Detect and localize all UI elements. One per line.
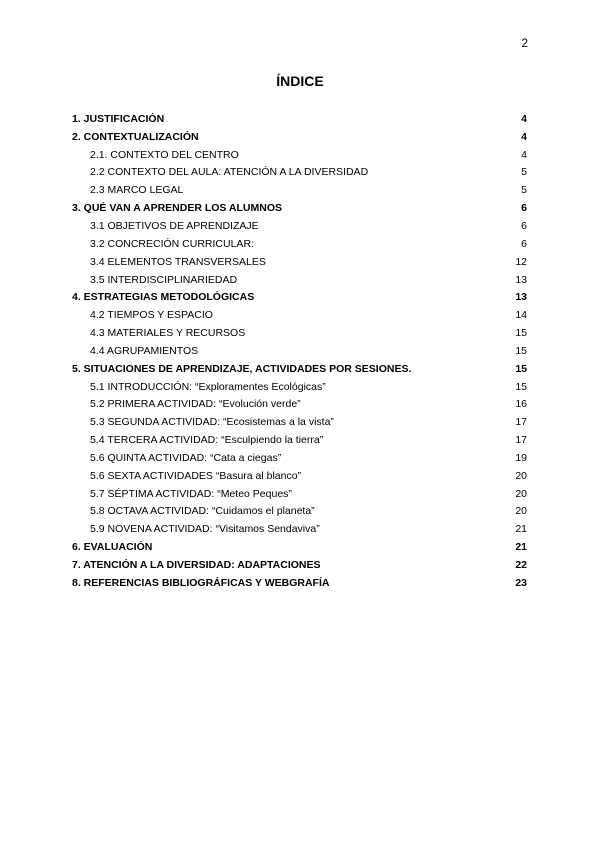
toc-entry-label: 5.2 PRIMERA ACTIVIDAD: “Evolución verde” bbox=[90, 398, 301, 411]
toc-entry-label: 5.4 TERCERA ACTIVIDAD: “Esculpiendo la tierra” bbox=[90, 434, 324, 447]
toc-entry-page-number: 17 bbox=[515, 416, 527, 429]
toc-entry-page-number: 21 bbox=[515, 541, 527, 554]
toc-entry-label: 5. SITUACIONES DE APRENDIZAJE, ACTIVIDADES POR SESIONES. bbox=[72, 362, 412, 375]
toc-entry-page-number: 4 bbox=[521, 130, 527, 143]
toc-entry-page-number: 16 bbox=[515, 398, 527, 411]
toc-entry[interactable] bbox=[72, 467, 527, 485]
toc-entry-page-number: 19 bbox=[515, 451, 527, 464]
toc-entry-page-number: 15 bbox=[515, 344, 527, 357]
toc-entry[interactable] bbox=[72, 288, 527, 306]
toc-entry-label: 2.1. CONTEXTO DEL CENTRO bbox=[90, 148, 239, 161]
toc-entry-label: 4.3 MATERIALES Y RECURSOS bbox=[90, 327, 246, 340]
toc-entry[interactable] bbox=[72, 271, 527, 289]
toc-entry-label: 8. REFERENCIAS BIBLIOGRÁFICAS Y WEBGRAFÍA bbox=[72, 576, 330, 589]
toc-entry-page-number: 13 bbox=[515, 291, 527, 304]
toc-entry[interactable] bbox=[72, 199, 527, 217]
toc-entry-label: 2. CONTEXTUALIZACIÓN bbox=[72, 130, 199, 143]
toc-entry-label: 5.9 NOVENA ACTIVIDAD: “Visitamos Sendaviva” bbox=[90, 523, 320, 536]
toc-entry[interactable] bbox=[72, 110, 527, 128]
toc-entry-label: 4.4 AGRUPAMIENTOS bbox=[90, 344, 199, 357]
toc-entry[interactable] bbox=[72, 431, 527, 449]
toc-entry-label: 3.5 INTERDISCIPLINARIEDAD bbox=[90, 273, 238, 286]
toc-entry-page-number: 6 bbox=[521, 237, 527, 250]
toc-entry[interactable] bbox=[72, 360, 527, 378]
toc-entry[interactable] bbox=[72, 378, 527, 396]
toc-entry-label: 5.1 INTRODUCCIÓN: “Exploramentes Ecológicas” bbox=[90, 380, 326, 393]
toc-entry[interactable] bbox=[72, 164, 527, 182]
toc-entry[interactable] bbox=[72, 128, 527, 146]
toc-entry-page-number: 20 bbox=[515, 487, 527, 500]
toc-entry[interactable] bbox=[72, 556, 527, 574]
page-title: ÍNDICE bbox=[276, 73, 324, 89]
toc-entry-label: 5.8 OCTAVA ACTIVIDAD: “Cuidamos el planeta” bbox=[90, 505, 315, 518]
toc-entry-label: 7. ATENCIÓN A LA DIVERSIDAD: ADAPTACIONES bbox=[72, 559, 321, 572]
toc-entry[interactable] bbox=[72, 449, 527, 467]
toc-entry-label: 5.6 QUINTA ACTIVIDAD: “Cata a ciegas” bbox=[90, 451, 282, 464]
toc-entry-page-number: 4 bbox=[521, 112, 527, 125]
toc-entry-page-number: 13 bbox=[515, 273, 527, 286]
toc-entry-page-number: 6 bbox=[521, 202, 527, 215]
toc-entry-label: 2.3 MARCO LEGAL bbox=[90, 184, 184, 197]
toc-entry-page-number: 5 bbox=[521, 166, 527, 179]
toc-entry-page-number: 20 bbox=[515, 469, 527, 482]
toc-entry-label: 3.1 OBJETIVOS DE APRENDIZAJE bbox=[90, 219, 259, 232]
toc-entry[interactable] bbox=[72, 253, 527, 271]
toc-entry[interactable] bbox=[72, 235, 527, 253]
toc-entry-page-number: 22 bbox=[515, 559, 527, 572]
toc-entry-label: 5.7 SÉPTIMA ACTIVIDAD: “Meteo Peques” bbox=[90, 487, 292, 500]
toc-entry[interactable] bbox=[72, 324, 527, 342]
toc-entry-label: 3.2 CONCRECIÓN CURRICULAR: bbox=[90, 237, 254, 250]
toc-entry-page-number: 5 bbox=[521, 184, 527, 197]
toc-entry-page-number: 15 bbox=[515, 362, 527, 375]
toc-entry[interactable] bbox=[72, 396, 527, 414]
toc-entry-page-number: 21 bbox=[515, 523, 527, 536]
toc-entry-page-number: 15 bbox=[515, 327, 527, 340]
toc-entry-label: 5.3 SEGUNDA ACTIVIDAD: “Ecosistemas a la vista” bbox=[90, 416, 334, 429]
toc-entry-label: 4. ESTRATEGIAS METODOLÓGICAS bbox=[72, 291, 255, 304]
toc-entry[interactable] bbox=[72, 181, 527, 199]
toc-entry[interactable] bbox=[72, 520, 527, 538]
toc-entry-page-number: 15 bbox=[515, 380, 527, 393]
toc-entry[interactable] bbox=[72, 538, 527, 556]
page-number: 2 bbox=[521, 36, 528, 50]
toc-entry[interactable] bbox=[72, 413, 527, 431]
toc-entry-page-number: 12 bbox=[515, 255, 527, 268]
toc-entry-label: 4.2 TIEMPOS Y ESPACIO bbox=[90, 309, 213, 322]
table-of-contents bbox=[72, 110, 527, 592]
toc-entry[interactable] bbox=[72, 342, 527, 360]
toc-entry-label: 6. EVALUACIÓN bbox=[72, 541, 153, 554]
toc-entry[interactable] bbox=[72, 146, 527, 164]
toc-entry-label: 3.4 ELEMENTOS TRANSVERSALES bbox=[90, 255, 266, 268]
toc-entry-page-number: 20 bbox=[515, 505, 527, 518]
toc-entry-page-number: 6 bbox=[521, 219, 527, 232]
toc-entry-label: 5.6 SEXTA ACTIVIDADES “Basura al blanco” bbox=[90, 469, 302, 482]
toc-entry-label: 2.2 CONTEXTO DEL AULA: ATENCIÓN A LA DIVERSIDAD bbox=[90, 166, 369, 179]
toc-entry[interactable] bbox=[72, 574, 527, 592]
toc-entry-page-number: 23 bbox=[515, 576, 527, 589]
toc-entry[interactable] bbox=[72, 217, 527, 235]
toc-entry[interactable] bbox=[72, 485, 527, 503]
toc-entry-page-number: 14 bbox=[515, 309, 527, 322]
toc-entry-label: 3. QUÉ VAN A APRENDER LOS ALUMNOS bbox=[72, 202, 283, 215]
toc-entry[interactable] bbox=[72, 503, 527, 521]
toc-entry-page-number: 4 bbox=[521, 148, 527, 161]
toc-entry-page-number: 17 bbox=[515, 434, 527, 447]
toc-entry[interactable] bbox=[72, 306, 527, 324]
toc-entry-label: 1. JUSTIFICACIÓN bbox=[72, 112, 165, 125]
